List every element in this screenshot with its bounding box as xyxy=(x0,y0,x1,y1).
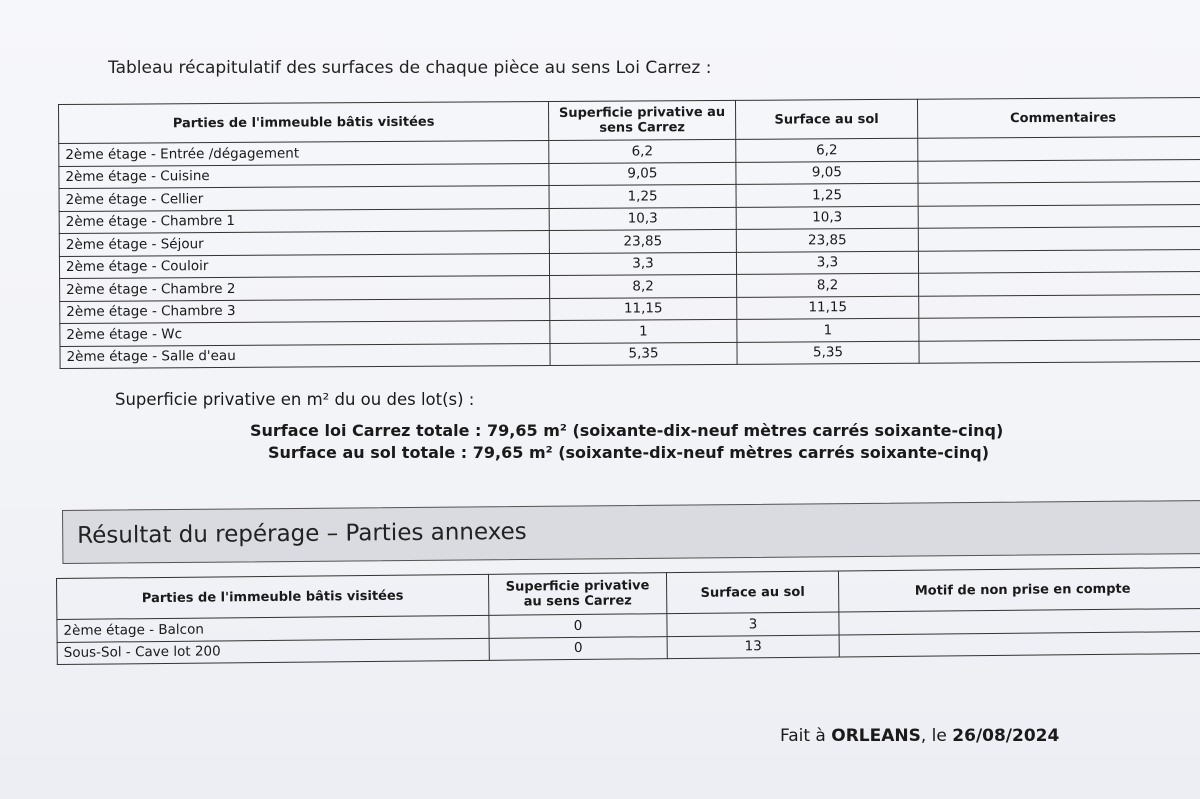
carrez-table xyxy=(58,97,1200,369)
cell-room: 2ème étage - Cuisine xyxy=(59,163,549,188)
header-carrez: Superficie privative au sens Carrez xyxy=(548,100,735,140)
cell-sol: 6,2 xyxy=(736,138,918,162)
signoff-prefix: Fait à xyxy=(780,726,832,746)
header-sol: Surface au sol xyxy=(666,571,838,614)
cell-carrez: 23,85 xyxy=(549,229,736,253)
cell-room: 2ème étage - Chambre 2 xyxy=(60,276,550,301)
header-parties: Parties de l'immeuble bâtis visitées xyxy=(59,102,549,144)
cell-room: 2ème étage - Balcon xyxy=(57,615,489,642)
cell-sol: 11,15 xyxy=(737,296,919,320)
header-carrez: Superficie privative au sens Carrez xyxy=(488,573,666,616)
cell-comment xyxy=(918,249,1200,273)
signoff-city: ORLEANS xyxy=(831,726,921,746)
cell-room: 2ème étage - Séjour xyxy=(59,231,549,256)
totals-block xyxy=(250,420,1003,464)
cell-sol: 10,3 xyxy=(736,206,918,230)
cell-carrez: 0 xyxy=(489,614,667,638)
cell-sol: 8,2 xyxy=(737,273,919,297)
cell-carrez: 6,2 xyxy=(549,139,736,163)
signoff-date: 26/08/2024 xyxy=(952,726,1060,746)
cell-carrez: 1 xyxy=(550,319,737,343)
cell-room: Sous-Sol - Cave lot 200 xyxy=(57,638,489,665)
header-commentaires: Commentaires xyxy=(917,97,1200,138)
cell-comment xyxy=(918,204,1200,228)
cell-carrez: 10,3 xyxy=(549,207,736,231)
cell-room: 2ème étage - Wc xyxy=(60,320,550,345)
cell-sol: 3,3 xyxy=(736,251,918,275)
cell-room: 2ème étage - Chambre 3 xyxy=(60,298,550,323)
intro-text: Tableau récapitulatif des surfaces de chaque pièce au sens Loi Carrez : xyxy=(108,58,712,78)
cell-room: 2ème étage - Couloir xyxy=(59,253,549,278)
cell-carrez: 8,2 xyxy=(550,274,737,298)
area-label: Superficie privative en m² du ou des lot(s) : xyxy=(115,390,475,409)
cell-sol: 1 xyxy=(737,318,919,342)
cell-comment xyxy=(839,631,1200,657)
cell-room: 2ème étage - Salle d'eau xyxy=(60,343,550,368)
header-sol: Surface au sol xyxy=(735,99,917,139)
cell-comment xyxy=(919,294,1200,318)
section-title: Résultat du repérage – Parties annexes xyxy=(77,518,527,549)
cell-sol: 9,05 xyxy=(736,161,918,185)
cell-carrez: 11,15 xyxy=(550,297,737,321)
signoff-middle: , le xyxy=(920,726,953,746)
total-sol: Surface au sol totale : 79,65 m² (soixante-dix-neuf mètres carrés soixante-cinq) xyxy=(268,443,989,462)
cell-room: 2ème étage - Chambre 1 xyxy=(59,208,549,233)
cell-sol: 23,85 xyxy=(736,228,918,252)
cell-comment xyxy=(919,339,1200,363)
cell-comment xyxy=(919,271,1200,295)
cell-sol: 3 xyxy=(667,612,839,636)
cell-comment xyxy=(918,159,1200,183)
cell-carrez: 9,05 xyxy=(549,162,736,186)
cell-carrez: 0 xyxy=(489,636,667,660)
header-parties: Parties de l'immeuble bâtis visitées xyxy=(57,574,489,619)
cell-comment xyxy=(918,226,1200,250)
cell-carrez: 5,35 xyxy=(550,342,737,366)
cell-sol: 1,25 xyxy=(736,183,918,207)
total-carrez: Surface loi Carrez totale : 79,65 m² (soixante-dix-neuf mètres carrés soixante-cinq) xyxy=(250,421,1004,440)
header-motif: Motif de non prise en compte xyxy=(838,567,1200,612)
cell-comment xyxy=(918,181,1200,205)
section-header-annexes xyxy=(62,500,1200,564)
cell-carrez: 1,25 xyxy=(549,184,736,208)
cell-room: 2ème étage - Cellier xyxy=(59,186,549,211)
cell-sol: 5,35 xyxy=(737,341,919,365)
cell-room: 2ème étage - Entrée /dégagement xyxy=(59,141,549,166)
cell-sol: 13 xyxy=(667,634,839,658)
signoff xyxy=(780,726,1059,746)
cell-comment xyxy=(918,136,1200,160)
cell-comment xyxy=(919,316,1200,340)
cell-carrez: 3,3 xyxy=(549,252,736,276)
annex-table xyxy=(56,567,1200,665)
